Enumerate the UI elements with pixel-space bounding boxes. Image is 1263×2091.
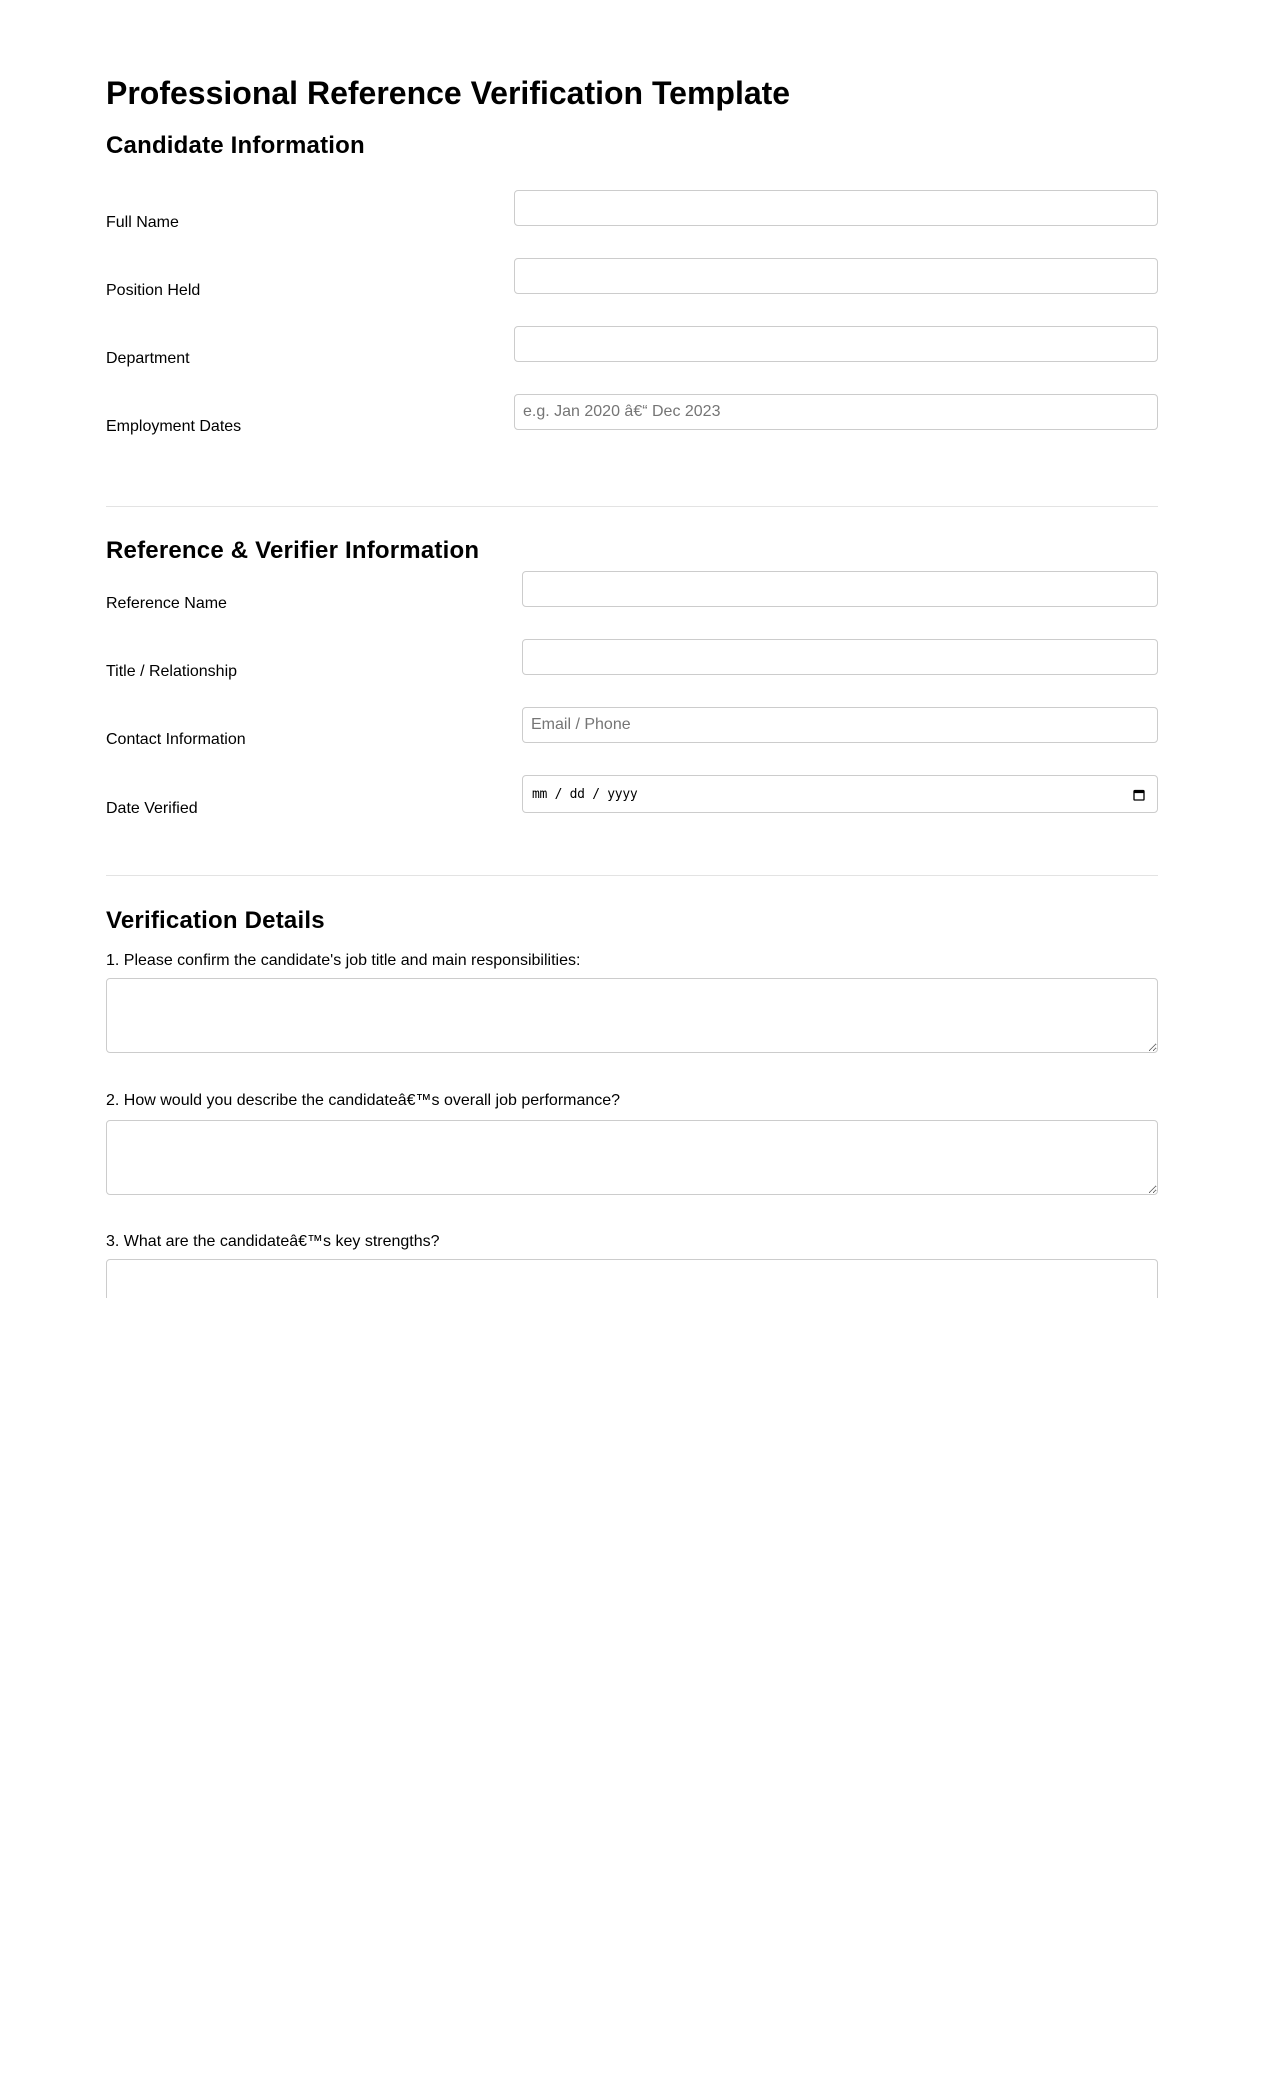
question-1-label: 1. Please confirm the candidate's job title and main responsibilities: <box>106 952 581 969</box>
question-1-textarea[interactable] <box>106 978 1158 1053</box>
contact-information-input[interactable] <box>522 707 1158 743</box>
question-2-textarea[interactable] <box>106 1120 1158 1195</box>
page-title: Professional Reference Verification Template <box>106 75 791 111</box>
employment-dates-input[interactable] <box>514 394 1158 430</box>
title-relationship-input[interactable] <box>522 639 1158 675</box>
label-date-verified: Date Verified <box>106 800 198 817</box>
section-divider <box>106 875 1158 876</box>
question-3-label: 3. What are the candidateâ€™s key strengths? <box>106 1233 440 1250</box>
section-divider <box>106 506 1158 507</box>
reference-name-input[interactable] <box>522 571 1158 607</box>
section-title-reference: Reference & Verifier Information <box>106 537 480 564</box>
date-verified-placeholder[interactable]: mm / dd / yyyy <box>532 786 638 802</box>
label-contact-information: Contact Information <box>106 731 246 748</box>
label-employment-dates: Employment Dates <box>106 418 242 435</box>
full-name-input[interactable] <box>514 190 1158 226</box>
calendar-icon[interactable] <box>1133 788 1145 800</box>
label-title-relationship: Title / Relationship <box>106 663 238 680</box>
question-3-textarea[interactable] <box>106 1259 1158 1298</box>
position-held-input[interactable] <box>514 258 1158 294</box>
label-full-name: Full Name <box>106 214 179 231</box>
label-reference-name: Reference Name <box>106 595 227 612</box>
label-position-held: Position Held <box>106 282 201 299</box>
label-department: Department <box>106 350 190 367</box>
date-verified-input[interactable] <box>522 775 1158 813</box>
question-2-label: 2. How would you describe the candidateâ€™s overall job performance? <box>106 1092 621 1109</box>
section-title-candidate: Candidate Information <box>106 132 365 159</box>
section-title-verification: Verification Details <box>106 907 325 934</box>
department-input[interactable] <box>514 326 1158 362</box>
